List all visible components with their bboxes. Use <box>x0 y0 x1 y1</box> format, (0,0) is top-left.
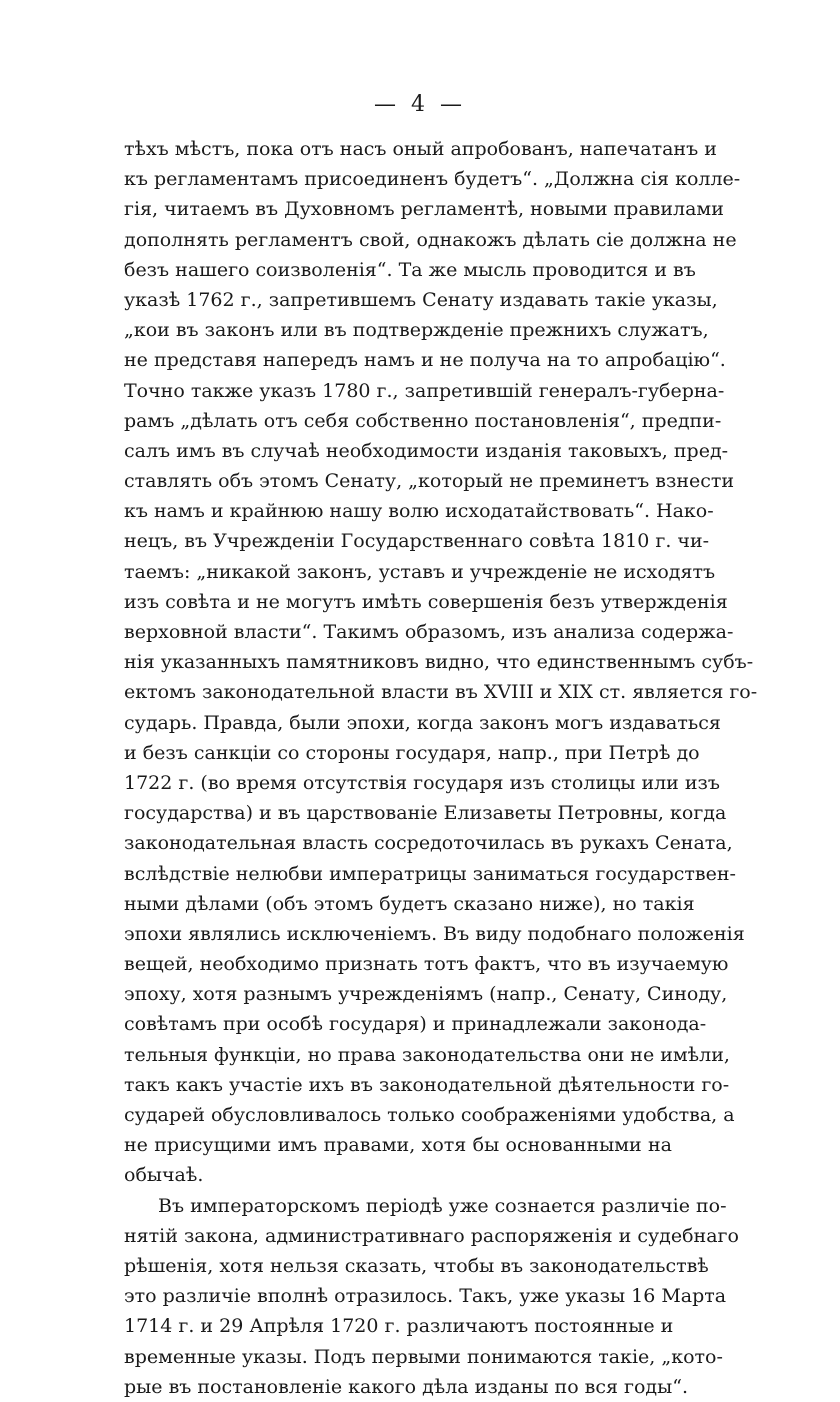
page-number: — 4 — <box>374 92 466 117</box>
text-line: ставлять объ этомъ Сенату, „который не преминетъ взнести <box>124 470 735 493</box>
text-line: не представя напередъ намъ и не получа на то апробацію“. <box>124 349 726 372</box>
text-line: рѣшенія, хотя нельзя сказать, чтобы въ законодательствѣ <box>124 1254 709 1277</box>
text-line: ектомъ законодательной власти въ XVIII и XIX ст. является го- <box>124 681 758 704</box>
text-line: такъ какъ участіе ихъ въ законодательной дѣятельности го- <box>124 1073 730 1096</box>
text-line: вещей, необходимо признать тотъ фактъ, что въ изучаемую <box>124 953 729 976</box>
text-line: эпохи являлись исключеніемъ. Въ виду подобнаго положенія <box>124 922 745 945</box>
text-line: это различіе вполнѣ отразилось. Такъ, уже указы 16 Марта <box>124 1285 727 1308</box>
text-line: ными дѣлами (объ этомъ будетъ сказано ниже), но такія <box>124 892 695 915</box>
text-line: обычаѣ. <box>124 1164 204 1187</box>
text-line: законодательная власть сосредоточилась въ рукахъ Сената, <box>124 832 733 855</box>
text-line: „кои въ законъ или въ подтвержденіе прежнихъ служатъ, <box>124 319 709 342</box>
text-line: сударь. Правда, были эпохи, когда законъ могъ издаваться <box>124 711 721 734</box>
text-line: вслѣдствіе нелюбви императрицы заниматься государствен- <box>124 862 736 885</box>
text-line: дополнять регламентъ свой, однакожъ дѣлать сіе должна не <box>124 228 737 251</box>
text-line: безъ нашего соизволенія“. Та же мысль проводится и въ <box>124 258 696 281</box>
text-line: рые въ постановленіе какого дѣла изданы по вся годы“. <box>124 1375 689 1398</box>
text-line: не присущими имъ правами, хотя бы основанными на <box>124 1134 672 1157</box>
text-line: эпоху, хотя разнымъ учрежденіямъ (напр., Сенату, Синоду, <box>124 983 728 1006</box>
text-line: нятій закона, административнаго распоряженія и судебнаго <box>124 1224 739 1247</box>
text-line: временные указы. Подъ первыми понимаются такіе, „кото- <box>124 1345 723 1368</box>
paragraph-1 <box>124 134 758 1191</box>
paragraph-2 <box>124 1191 739 1402</box>
text-line: къ регламентамъ присоединенъ будетъ“. „Должна сія колле- <box>124 168 741 191</box>
text-line: и безъ санкціи со стороны государя, напр., при Петрѣ до <box>124 741 700 764</box>
text-line: государства) и въ царствованіе Елизаветы Петровны, когда <box>124 802 727 825</box>
text-line: 1714 г. и 29 Апрѣля 1720 г. различаютъ постоянные и <box>124 1315 674 1338</box>
text-line: салъ имъ въ случаѣ необходимости изданія таковыхъ, пред- <box>124 439 729 462</box>
text-line: рамъ „дѣлать отъ себя собственно постановленія“, предпи- <box>124 409 722 432</box>
text-line: тельныя функціи, но права законодательства они не имѣли, <box>124 1043 730 1066</box>
text-line: совѣтамъ при особѣ государя) и принадлежали законода- <box>124 1013 707 1036</box>
text-line: тѣхъ мѣстъ, пока отъ насъ оный апробованъ, напечатанъ и <box>124 138 717 160</box>
text-line: таемъ: „никакой законъ, уставъ и учрежденіе не исходятъ <box>124 560 716 583</box>
text-line: нецъ, въ Учрежденіи Государственнаго совѣта 1810 г. чи- <box>124 530 710 553</box>
text-line: нія указанныхъ памятниковъ видно, что единственнымъ субъ- <box>124 651 754 674</box>
text-line: къ намъ и крайнюю нашу волю исходатайствовать“. Нако- <box>124 500 714 523</box>
text-line: верховной власти“. Такимъ образомъ, изъ анализа содержа- <box>124 621 734 643</box>
body-text <box>124 134 758 1402</box>
text-line: 1722 г. (во время отсутствія государя изъ столицы или изъ <box>124 771 720 794</box>
text-line: Въ императорскомъ періодѣ уже сознается различіе по- <box>158 1194 727 1217</box>
text-line: гія, читаемъ въ Духовномъ регламентѣ, новыми правилами <box>124 198 724 221</box>
text-line: указѣ 1762 г., запретившемъ Сенату издавать такіе указы, <box>124 288 718 311</box>
text-line: изъ совѣта и не могутъ имѣть совершенія безъ утвержденія <box>124 590 728 613</box>
text-line: сударей обусловливалось только соображеніями удобства, а <box>124 1104 735 1126</box>
text-line: Точно также указъ 1780 г., запретившій генералъ-губерна- <box>124 379 725 402</box>
